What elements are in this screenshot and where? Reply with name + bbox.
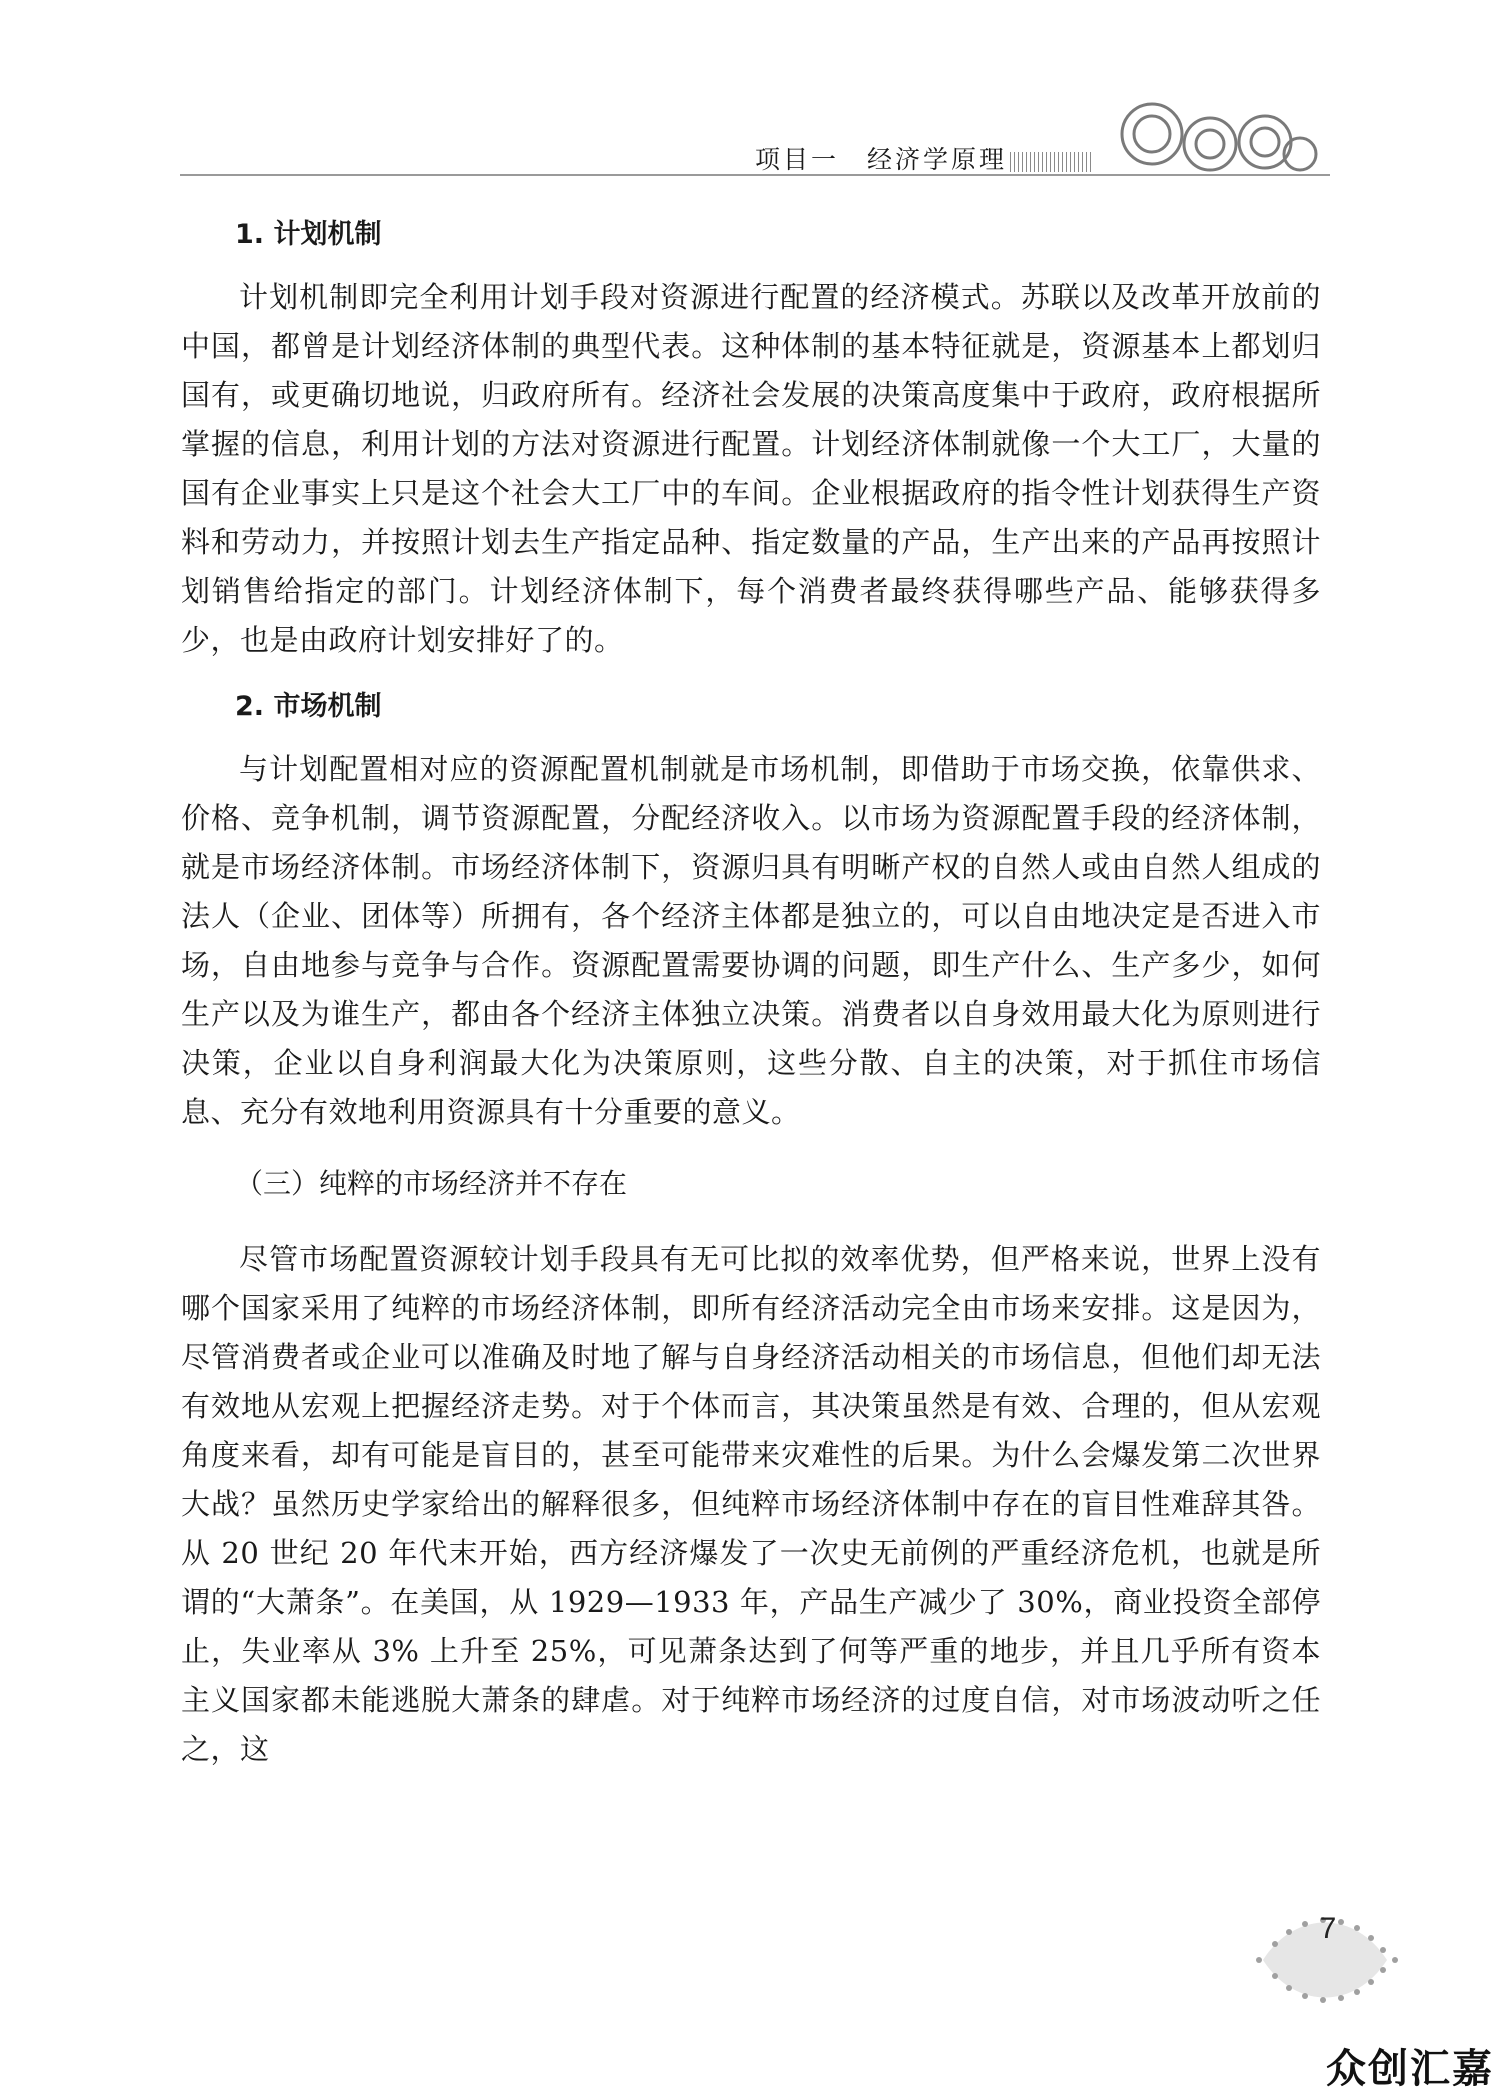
header-title: 项目一 经济学原理: [755, 145, 1008, 174]
paragraph-market: 与计划配置相对应的资源配置机制就是市场机制，即借助于市场交换，依靠供求、价格、竞争机制，调节资源配置，分配经济收入。以市场为资源配置手段的经济体制，就是市场经济体制。市场经济体制下，资源归具有明晰产权的自然人或由自然人组成的法人（企业、团体等）所拥有，各个经济主体都是独立的，可以自由地决定是否进入市场，自由地参与竞争与合作。资源配置需要协调的问题，即生产什么、生产多少，如何生产以及为谁生产，都由各个经济主体独立决策。消费者以自身效用最大化为原则进行决策，企业以自身利润最大化为决策原则，这些分散、自主的决策，对于抓住市场信息、充分有效地利用资源具有十分重要的意义。: [181, 752, 1321, 1129]
watermark-logo: 众创汇嘉: [1326, 2046, 1494, 2092]
section-heading-pure-market: （三）纯粹的市场经济并不存在: [235, 1167, 628, 1200]
section-heading-planning: 1. 计划机制: [235, 219, 382, 250]
cloud-ornament-icon: [1100, 96, 1320, 176]
header-rule: [180, 174, 1330, 176]
paragraph-planning: 计划机制即完全利用计划手段对资源进行配置的经济模式。苏联以及改革开放前的中国，都曾是计划经济体制的典型代表。这种体制的基本特征就是，资源基本上都划归国有，或更确切地说，归政府所有。经济社会发展的决策高度集中于政府，政府根据所掌握的信息，利用计划的方法对资源进行配置。计划经济体制就像一个大工厂，大量的国有企业事实上只是这个社会大工厂中的车间。企业根据政府的指令性计划获得生产资料和劳动力，并按照计划去生产指定品种、指定数量的产品，生产出来的产品再按照计划销售给指定的部门。计划经济体制下，每个消费者最终获得哪些产品、能够获得多少，也是由政府计划安排好了的。: [181, 280, 1321, 657]
page-number: 7: [1319, 1912, 1337, 1945]
page-body: [181, 215, 1321, 1796]
paragraph-pure-market: 尽管市场配置资源较计划手段具有无可比拟的效率优势，但严格来说，世界上没有哪个国家采用了纯粹的市场经济体制，即所有经济活动完全由市场来安排。这是因为，尽管消费者或企业可以准确及时地了解与自身经济活动相关的市场信息，但他们却无法有效地从宏观上把握经济走势。对于个体而言，其决策虽然是有效、合理的，但从宏观角度来看，却有可能是盲目的，甚至可能带来灾难性的后果。为什么会爆发第二次世界大战？虽然历史学家给出的解释很多，但纯粹市场经济体制中存在的盲目性难辞其咎。从 20 世纪 20 年代末开始，西方经济爆发了一次史无前例的严重经济危机，也就是所谓的“大萧条”。在美国，从 1929—1933 年，产品生产减少了 30%，商业投资全部停止，失业率从 3% 上升至 25%，可见萧条达到了何等严重的地步，并且几乎所有资本主义国家都未能逃脱大萧条的肆虐。对于纯粹市场经济的过度自信，对市场波动听之任之，这: [181, 1242, 1321, 1766]
header-hatch-decoration: [1010, 152, 1094, 172]
section-heading-market: 2. 市场机制: [235, 691, 382, 722]
running-header: [180, 96, 1330, 186]
